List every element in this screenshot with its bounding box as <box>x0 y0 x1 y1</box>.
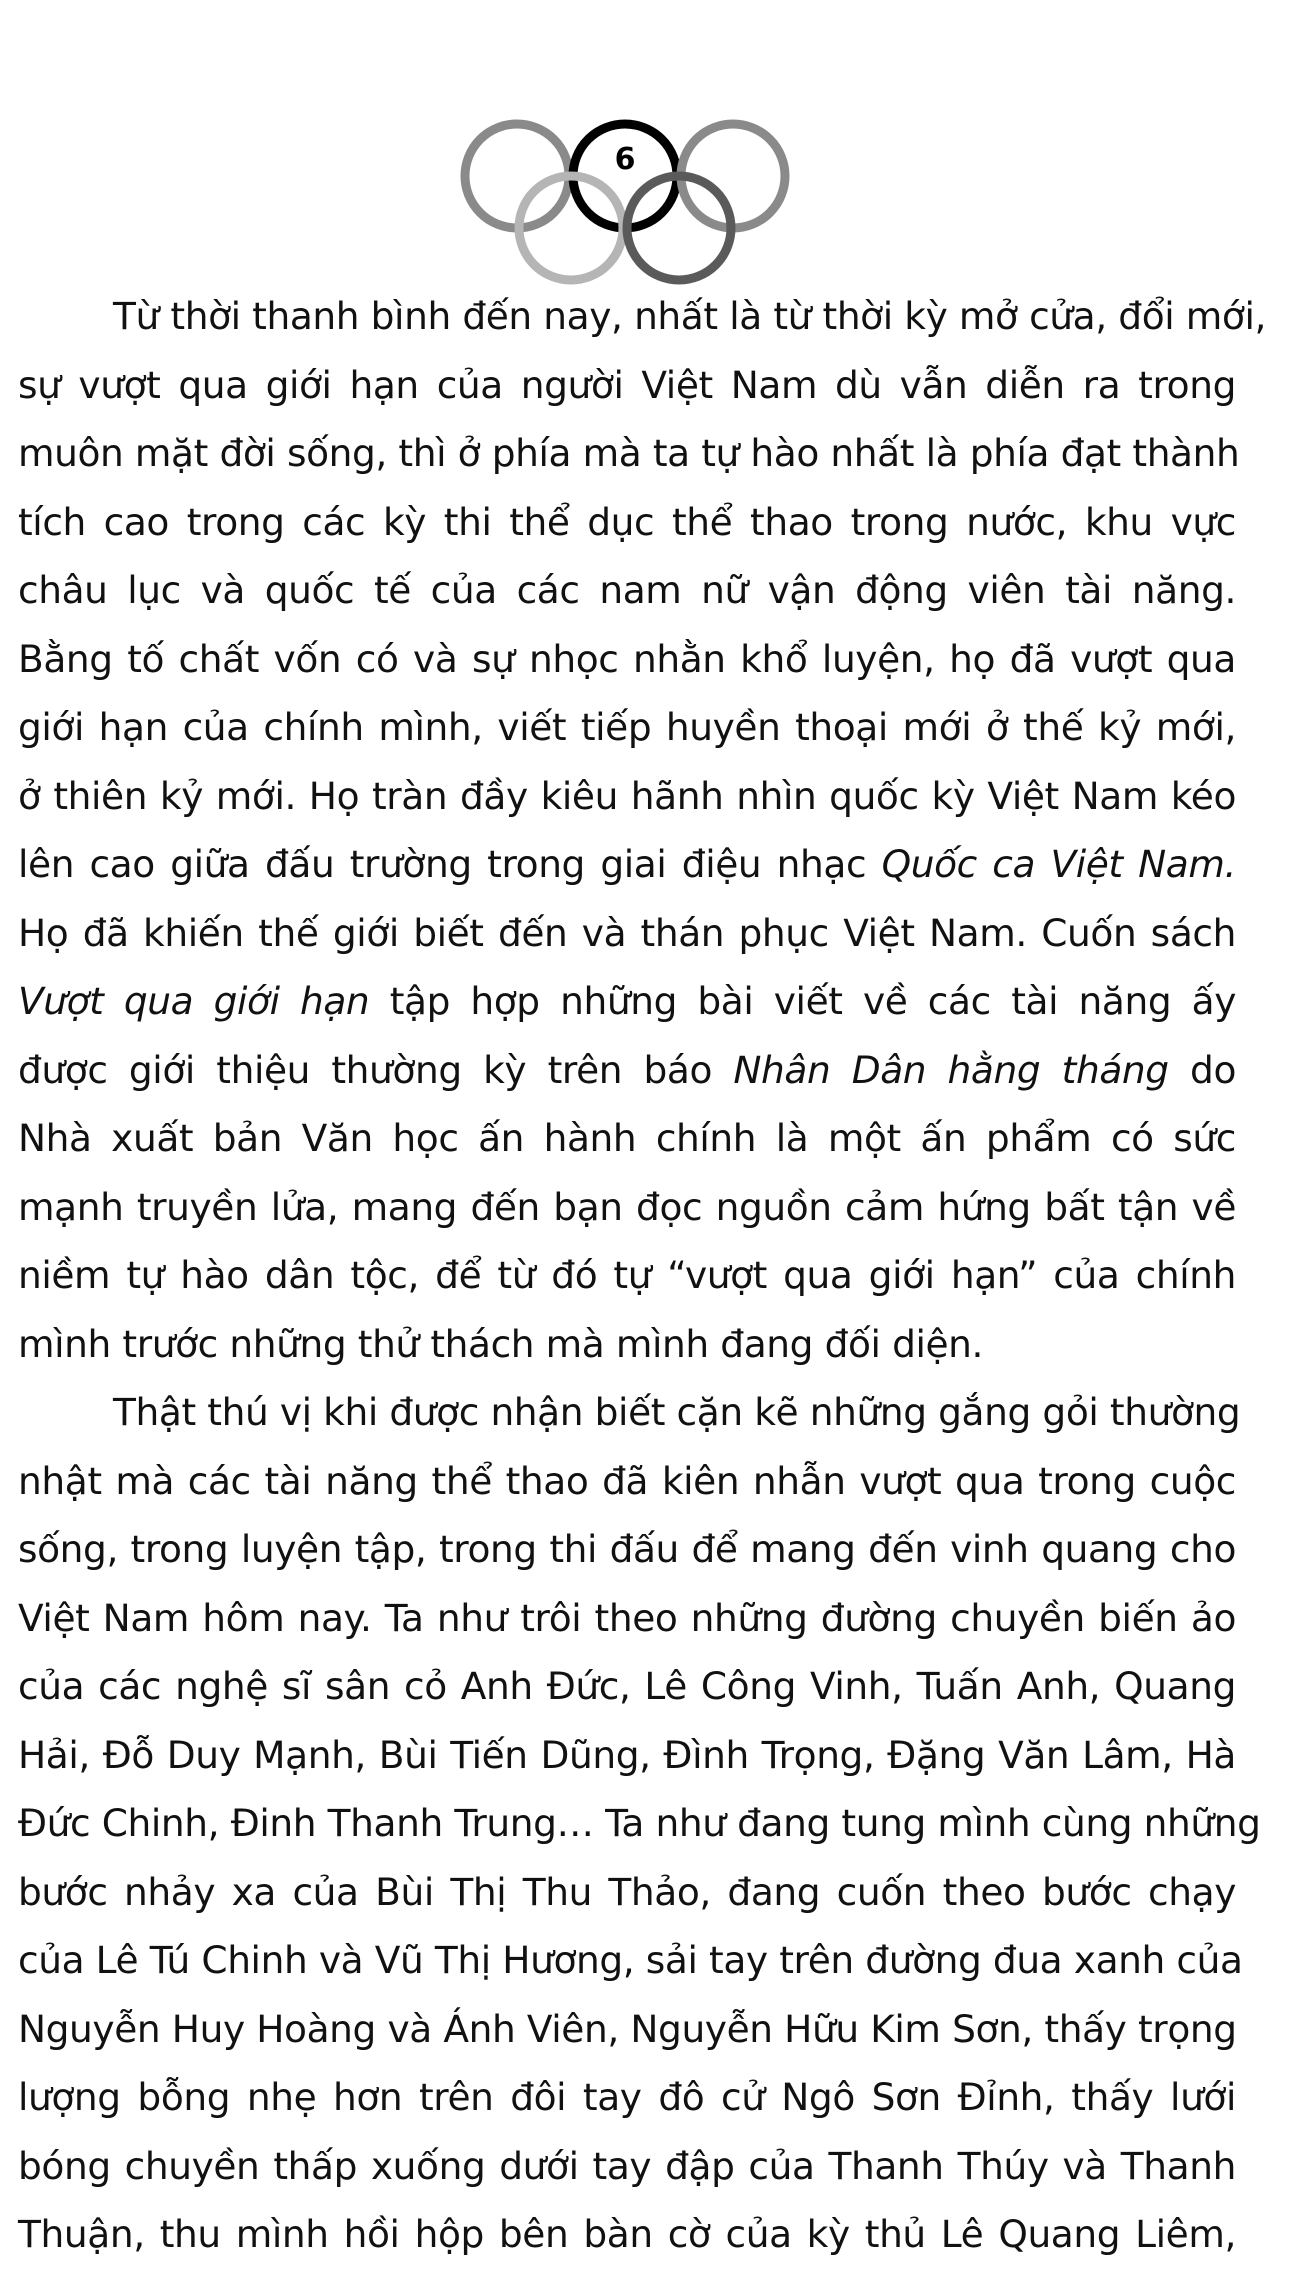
text-line <box>18 1584 1236 1653</box>
text-line <box>18 2063 1236 2132</box>
text-line <box>18 967 1236 1036</box>
text-line <box>18 351 1236 420</box>
text-line <box>18 1721 1236 1790</box>
text-run: Bằng tố chất vốn có và sự nhọc nhằn khổ luyện, họ đã vượt qua <box>18 636 1236 681</box>
text-run: niềm tự hào dân tộc, để từ đó tự “vượt qua giới hạn” của chính <box>18 1253 1236 1297</box>
text-run: mình trước những thử thách mà mình đang đối diện. <box>18 1321 984 1366</box>
text-run: bóng chuyền thấp xuống dưới tay đập của Thanh Thúy và Thanh <box>18 2143 1236 2188</box>
italic-title-text: Quốc ca Việt Nam. <box>881 842 1236 886</box>
page-number: 6 <box>614 142 636 177</box>
text-run: nhật mà các tài năng thể thao đã kiên nhẫn vượt qua trong cuộc <box>18 1458 1236 1503</box>
text-run: được giới thiệu thường kỳ trên báo <box>18 1047 734 1092</box>
text-run: tập hợp những bài viết về các tài năng ấy <box>369 979 1236 1023</box>
text-run: Việt Nam hôm nay. Ta như trôi theo những đường chuyền biến ảo <box>18 1595 1236 1640</box>
text-run: muôn mặt đời sống, thì ở phía mà ta tự hào nhất là phía đạt thành <box>18 431 1240 475</box>
text-run: do <box>1168 1047 1236 1092</box>
italic-title-text: Vượt qua giới hạn <box>18 979 370 1023</box>
text-line <box>18 1926 1243 1995</box>
text-run: sự vượt qua giới hạn của người Việt Nam dù vẫn diễn ra trong <box>18 362 1236 407</box>
text-line <box>18 1104 1236 1173</box>
text-line <box>18 1515 1236 1584</box>
text-line <box>18 1789 1261 1858</box>
text-run: lượng bỗng nhẹ hơn trên đôi tay đô cử Ngô Sơn Đỉnh, thấy lưới <box>18 2075 1236 2119</box>
text-run: Họ đã khiến thế giới biết đến và thán phục Việt Nam. Cuốn sách <box>18 910 1236 955</box>
text-run: giới hạn của chính mình, viết tiếp huyền thoại mới ở thế kỷ mới, <box>18 705 1236 749</box>
text-run: Hải, Đỗ Duy Mạnh, Bùi Tiến Dũng, Đình Trọng, Đặng Văn Lâm, Hà <box>18 1732 1236 1777</box>
body-text <box>18 282 1266 2269</box>
text-run: Nhà xuất bản Văn học ấn hành chính là một ấn phẩm có sức <box>18 1116 1236 1160</box>
text-line <box>18 1241 1236 1310</box>
text-run: ở thiên kỷ mới. Họ tràn đầy kiêu hãnh nhìn quốc kỳ Việt Nam kéo <box>18 773 1236 818</box>
italic-title-text: Nhân Dân hằng tháng <box>733 1047 1169 1092</box>
text-line <box>18 1652 1236 1721</box>
text-line <box>18 1036 1236 1105</box>
text-line <box>18 693 1236 762</box>
text-run: mạnh truyền lửa, mang đến bạn đọc nguồn cảm hứng bất tận về <box>18 1184 1236 1229</box>
text-line <box>18 625 1236 694</box>
text-line <box>18 1310 1236 1379</box>
text-line <box>18 2132 1236 2201</box>
text-run: bước nhảy xa của Bùi Thị Thu Thảo, đang cuốn theo bước chạy <box>18 1869 1236 1914</box>
text-run: Đức Chinh, Đinh Thanh Trung… Ta như đang tung mình cùng những <box>18 1801 1261 1845</box>
text-line <box>18 556 1236 625</box>
text-line <box>18 762 1236 831</box>
text-run: châu lục và quốc tế của các nam nữ vận động viên tài năng. <box>18 568 1236 612</box>
text-run: tích cao trong các kỳ thi thể dục thể thao trong nước, khu vực <box>18 499 1236 544</box>
text-line <box>18 1447 1236 1516</box>
text-run: Từ thời thanh bình đến nay, nhất là từ thời kỳ mở cửa, đổi mới, <box>113 294 1266 338</box>
text-line <box>18 488 1236 557</box>
text-run: của các nghệ sĩ sân cỏ Anh Đức, Lê Công Vinh, Tuấn Anh, Quang <box>18 1664 1236 1708</box>
paragraph <box>18 282 1266 1378</box>
text-run: của Lê Tú Chinh và Vũ Thị Hương, sải tay trên đường đua xanh của <box>18 1938 1243 1982</box>
text-line <box>18 830 1236 899</box>
text-line <box>18 2200 1236 2269</box>
text-run: lên cao giữa đấu trường trong giai điệu nhạc <box>18 842 882 886</box>
text-run: sống, trong luyện tập, trong thi đấu để mang đến vinh quang cho <box>18 1527 1236 1571</box>
text-line <box>18 1378 1241 1447</box>
text-line <box>18 419 1240 488</box>
text-run: Thuận, thu mình hồi hộp bên bàn cờ của kỳ thủ Lê Quang Liêm, <box>18 2212 1236 2256</box>
text-line <box>18 1858 1236 1927</box>
chapter-header-emblem <box>455 118 795 288</box>
paragraph <box>18 1378 1261 2269</box>
text-line <box>18 282 1266 351</box>
text-line <box>18 1173 1236 1242</box>
text-run: Thật thú vị khi được nhận biết cặn kẽ những gắng gỏi thường <box>113 1390 1241 1434</box>
olympic-rings-icon <box>455 118 795 288</box>
text-run: Nguyễn Huy Hoàng và Ánh Viên, Nguyễn Hữu Kim Sơn, thấy trọng <box>18 2006 1237 2051</box>
text-line <box>18 899 1236 968</box>
text-line <box>18 1995 1236 2064</box>
